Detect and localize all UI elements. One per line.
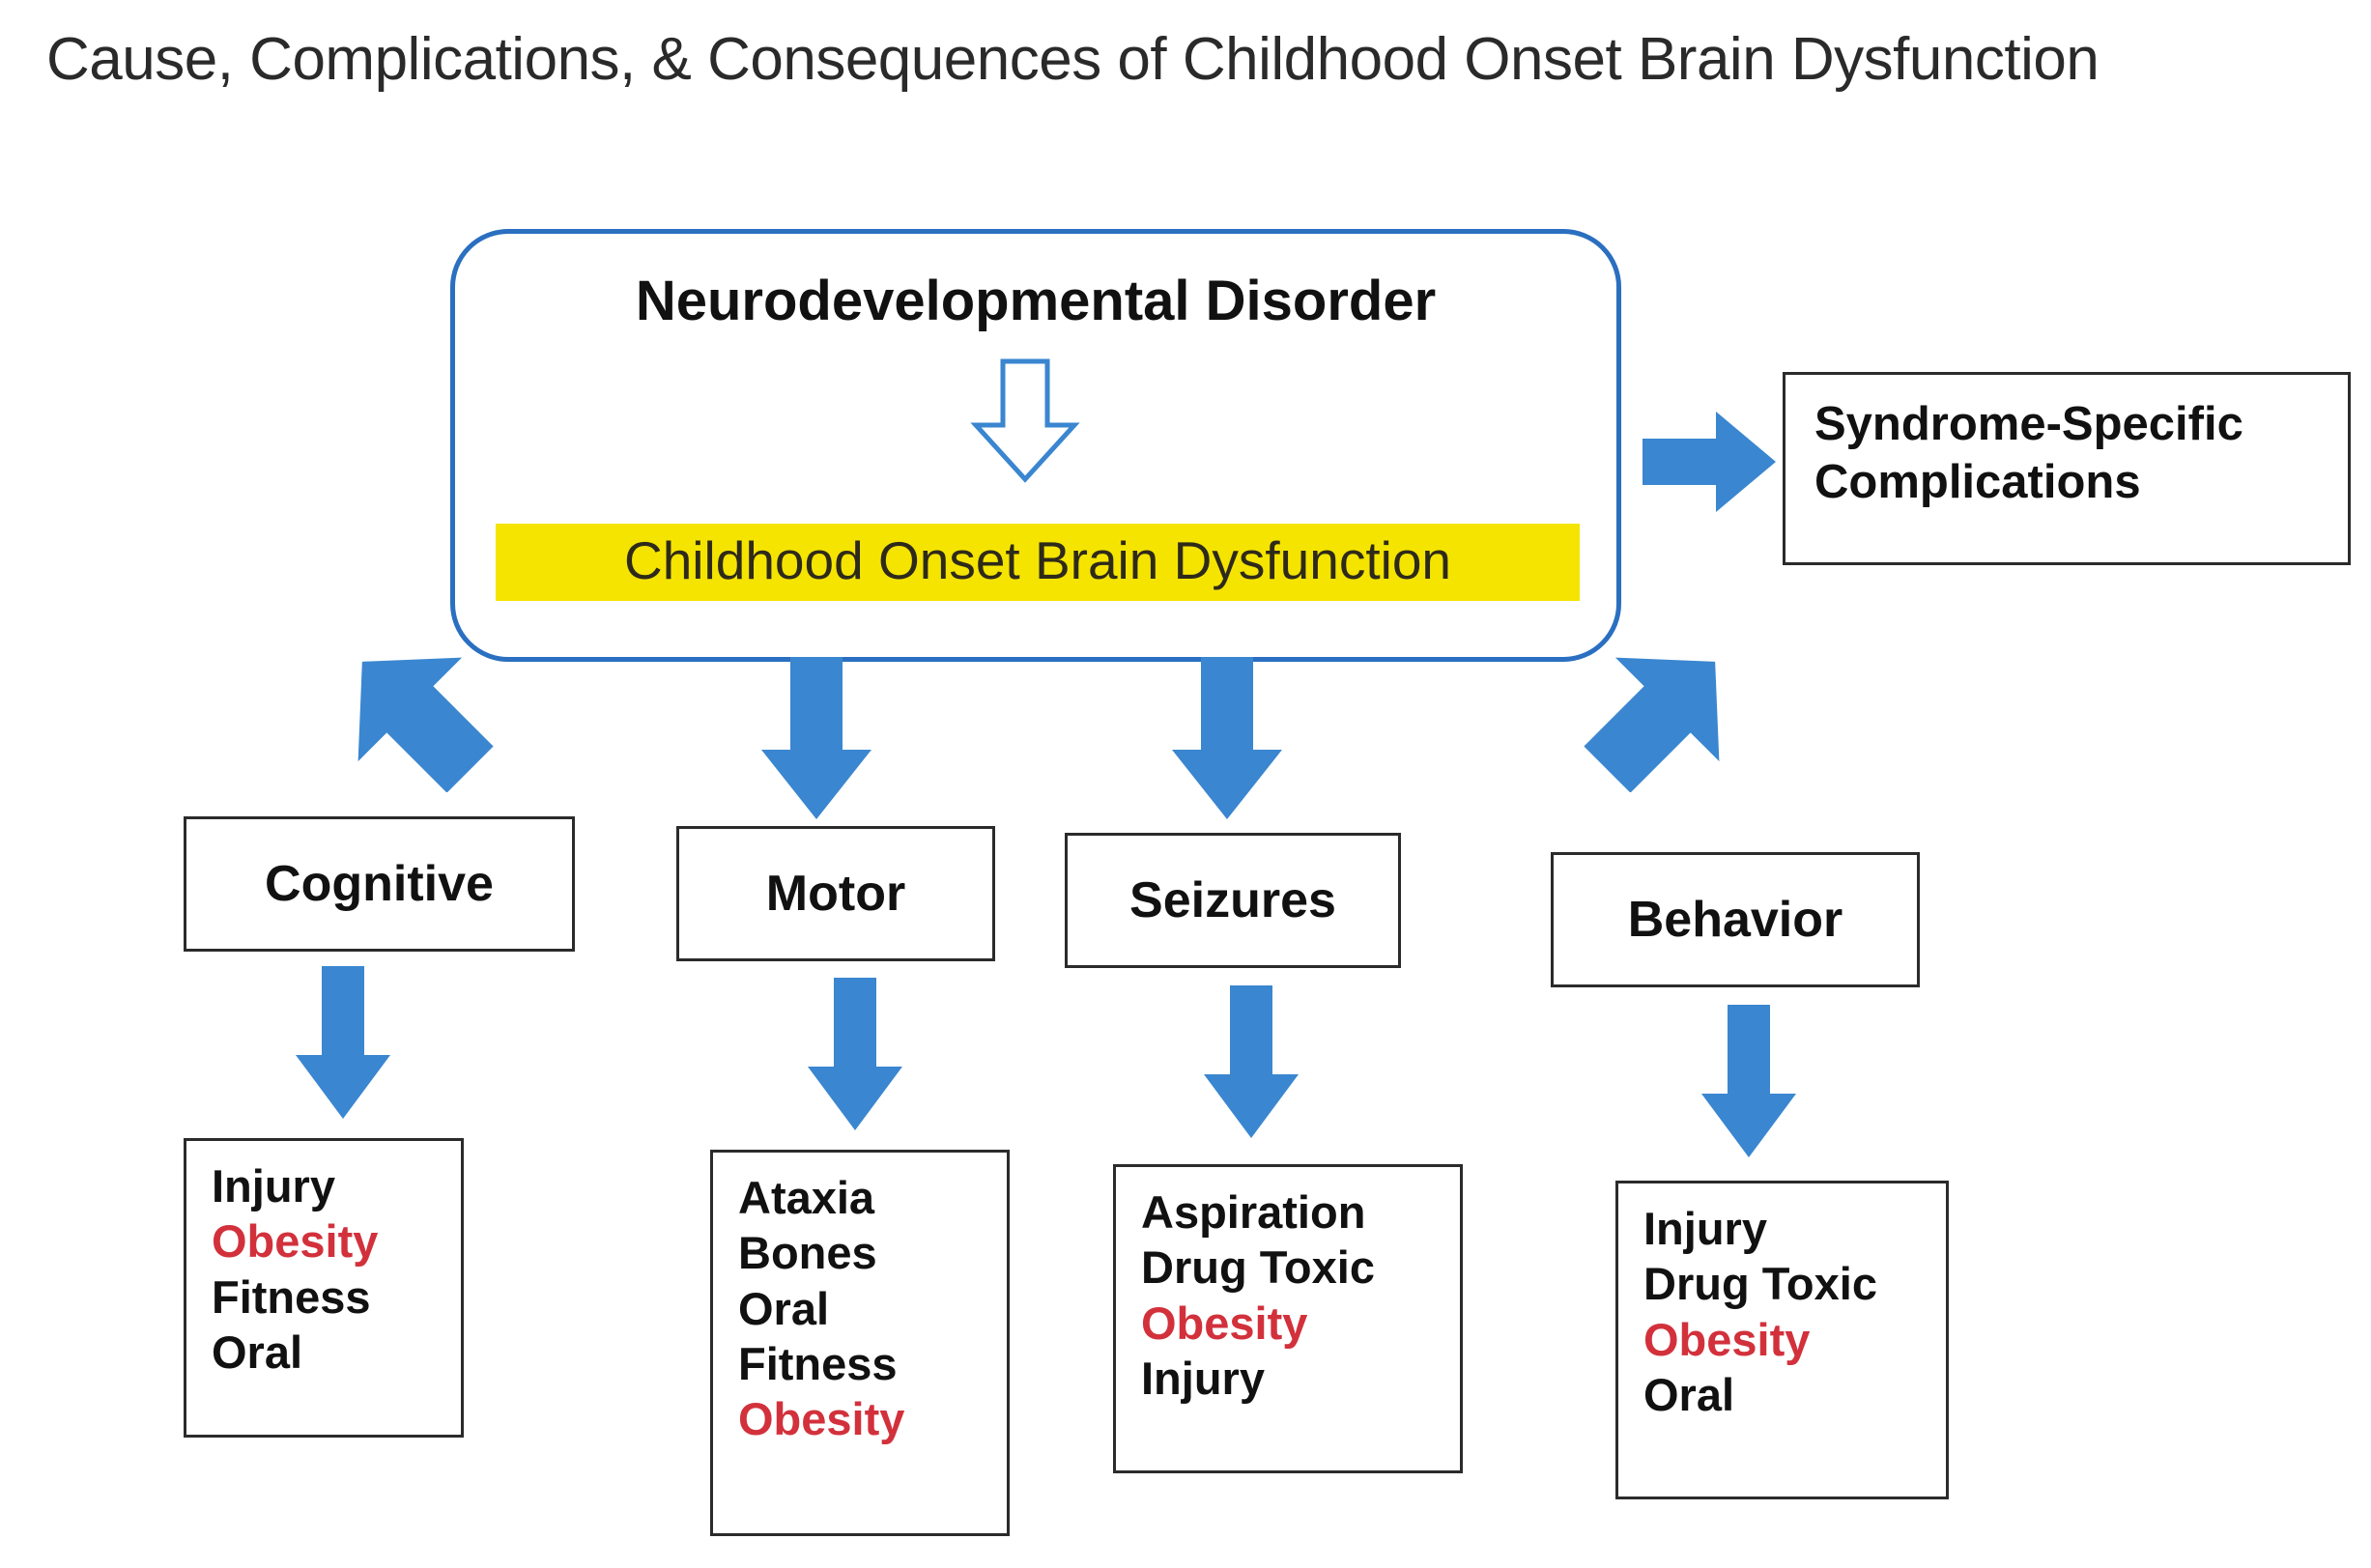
category-box-behavior bbox=[1551, 852, 1920, 987]
category-label: Seizures bbox=[1129, 872, 1336, 928]
syndrome-line-1: Syndrome-Specific bbox=[1814, 398, 2243, 450]
diagonal-down-right-arrow-icon bbox=[1565, 638, 1758, 792]
consequence-item: Injury bbox=[1643, 1203, 1767, 1254]
down-arrow-icon bbox=[1198, 985, 1304, 1140]
category-box-motor bbox=[676, 826, 995, 961]
category-label: Motor bbox=[765, 866, 906, 922]
consequence-item: Ataxia bbox=[738, 1172, 875, 1223]
consequence-item: Obesity bbox=[1141, 1297, 1308, 1349]
down-arrow-icon bbox=[802, 978, 908, 1132]
down-arrow-icon bbox=[1696, 1005, 1802, 1159]
down-arrow-icon bbox=[290, 966, 396, 1121]
category-box-cognitive bbox=[184, 816, 575, 952]
category-box-seizures bbox=[1065, 833, 1401, 968]
down-arrow-icon bbox=[754, 657, 879, 821]
consequence-item: Obesity bbox=[212, 1215, 379, 1268]
right-arrow-icon bbox=[1643, 404, 1778, 520]
consequence-item: Oral bbox=[1643, 1368, 1735, 1420]
consequence-item: Aspiration bbox=[1141, 1186, 1366, 1238]
consequences-box-seizures bbox=[1113, 1164, 1463, 1473]
childhood-onset-brain-dysfunction-label: Childhood Onset Brain Dysfunction bbox=[623, 530, 1452, 590]
down-arrow-icon bbox=[1164, 657, 1290, 821]
page-title: Cause, Complications, & Consequences of Childhood Onset Brain Dysfunction bbox=[46, 26, 2100, 93]
consequences-box-cognitive bbox=[184, 1138, 464, 1438]
consequence-item: Drug Toxic bbox=[1141, 1241, 1375, 1294]
consequence-item: Bones bbox=[738, 1227, 877, 1279]
consequence-item: Obesity bbox=[1643, 1313, 1811, 1365]
diagonal-down-left-arrow-icon bbox=[319, 638, 512, 792]
consequence-item: Fitness bbox=[738, 1337, 898, 1389]
syndrome-specific-complications-box bbox=[1783, 372, 2351, 565]
consequence-item: Fitness bbox=[212, 1270, 371, 1323]
consequence-item: Oral bbox=[212, 1326, 303, 1378]
consequence-item: Injury bbox=[1141, 1352, 1265, 1404]
consequence-item: Oral bbox=[738, 1282, 830, 1334]
consequences-box-behavior bbox=[1615, 1181, 1949, 1499]
hollow-down-arrow-icon bbox=[962, 357, 1088, 483]
consequences-box-motor bbox=[710, 1150, 1010, 1536]
category-label: Behavior bbox=[1627, 892, 1843, 948]
card-heading: Neurodevelopmental Disorder bbox=[635, 270, 1437, 332]
consequence-item: Drug Toxic bbox=[1643, 1258, 1877, 1310]
category-label: Cognitive bbox=[265, 856, 494, 912]
consequence-item: Injury bbox=[212, 1160, 335, 1212]
neurodevelopmental-disorder-card bbox=[450, 229, 1621, 662]
consequence-item: Obesity bbox=[738, 1393, 905, 1445]
syndrome-line-2: Complications bbox=[1814, 455, 2141, 508]
